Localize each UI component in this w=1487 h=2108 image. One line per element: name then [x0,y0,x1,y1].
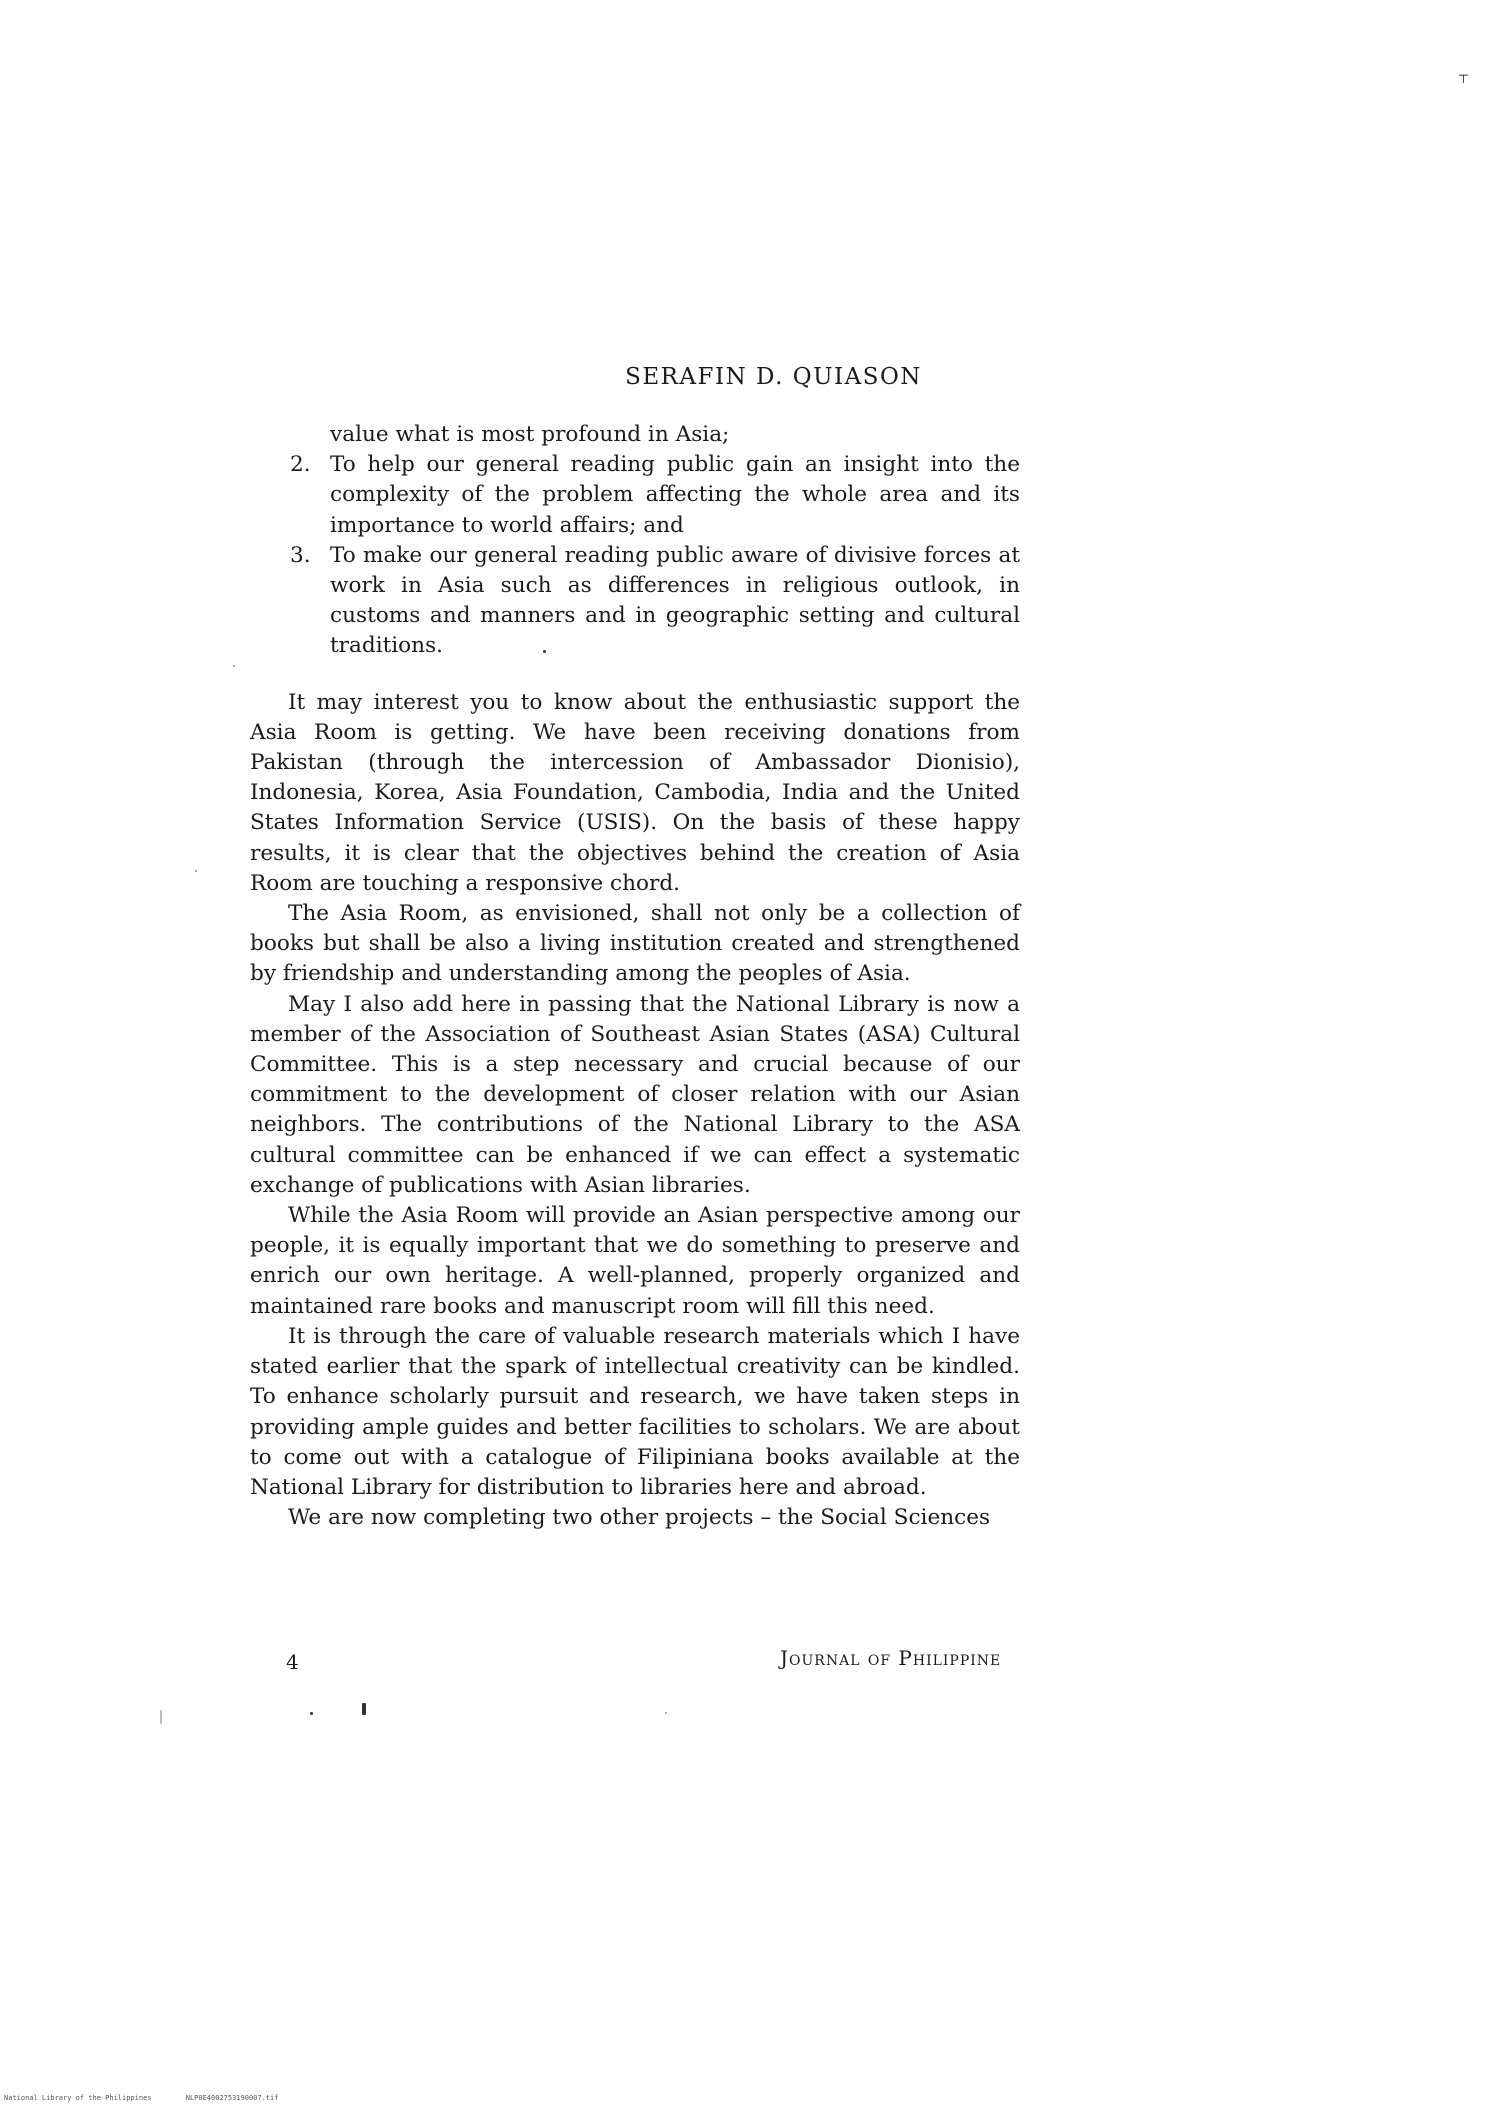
list-item-number: 2. [290,452,311,478]
list-item [250,450,1020,541]
scan-info-strip [0,2094,1487,2108]
journal-title: Journal of Philippine [780,1646,1002,1670]
scan-source: National Library of the Philippines [4,2094,152,2102]
scan-code: NLP0E4002753190007.tif [185,2094,279,2102]
paragraph: It is through the care of valuable research materials which I have stated earlier that the spark of intellectual creativity can be kindled. To enhance scholarly pursuit and research, we have taken steps in providing ample guides and better facilities to scholars. We are about to come out with a catalogue of Filipiniana books available at the National Library for distribution to libraries here and abroad. [250,1323,1020,1500]
paragraph: May I also add here in passing that the National Library is now a member of the Association of Southeast Asian States (ASA) Cultural Committee. This is a step necessary and crucial because of our commitment to the development of closer relation with our Asian neighbors. The contributions of the National Library to the ASA cultural committee can be enhanced if we can effect a systematic exchange of publications with Asian libraries. [250,991,1020,1198]
page-number: 4 [286,1650,299,1674]
scan-speck [665,1712,667,1714]
scan-speck [195,870,197,872]
paragraph: While the Asia Room will provide an Asian perspective among our people, it is equally important that we do something to preserve and enrich our own heritage. A well-planned, properly organized and maintained rare books and manuscript room will fill this need. [250,1203,1020,1319]
scan-corner-mark: ⊤ [1457,72,1469,86]
paragraph: The Asia Room, as envisioned, shall not only be a collection of books but shall be also a living institution created and strengthened by friendship and understanding among the peoples of Asia. [250,901,1020,987]
continued-line: value what is most profound in Asia; [330,422,730,447]
scan-speck [310,1712,313,1715]
running-header: SERAFIN D. QUIASON [625,364,922,390]
scan-speck [160,1710,162,1724]
list-item-text: To help our general reading public gain an insight into the complexity of the problem affecting the whole area and its importance to world affairs; and [330,452,1020,538]
list-item-number: 3. [290,542,311,568]
scan-speck [233,665,235,667]
scan-speck [543,650,546,653]
objectives-list [250,450,1020,661]
paragraph: It may interest you to know about the enthusiastic support the Asia Room is getting. We have been receiving donations from Pakistan (through the intercession of Ambassador Dionisio), Indonesia, Korea, Asia Foundation, Cambodia, India and the United States Information Service (USIS). On the basis of these happy results, it is clear that the objectives behind the creation of Asia Room are touching a responsive chord. [250,689,1020,896]
body-text [250,420,1020,1533]
list-item-text: To make our general reading public aware of divisive forces at work in Asia such as differences in religious outlook, in customs and manners and in geographic setting and cultural traditions. [330,542,1020,659]
scan-speck [362,1703,366,1715]
list-item [250,541,1020,662]
paragraph: We are now completing two other projects – the Social Sciences [288,1505,991,1531]
